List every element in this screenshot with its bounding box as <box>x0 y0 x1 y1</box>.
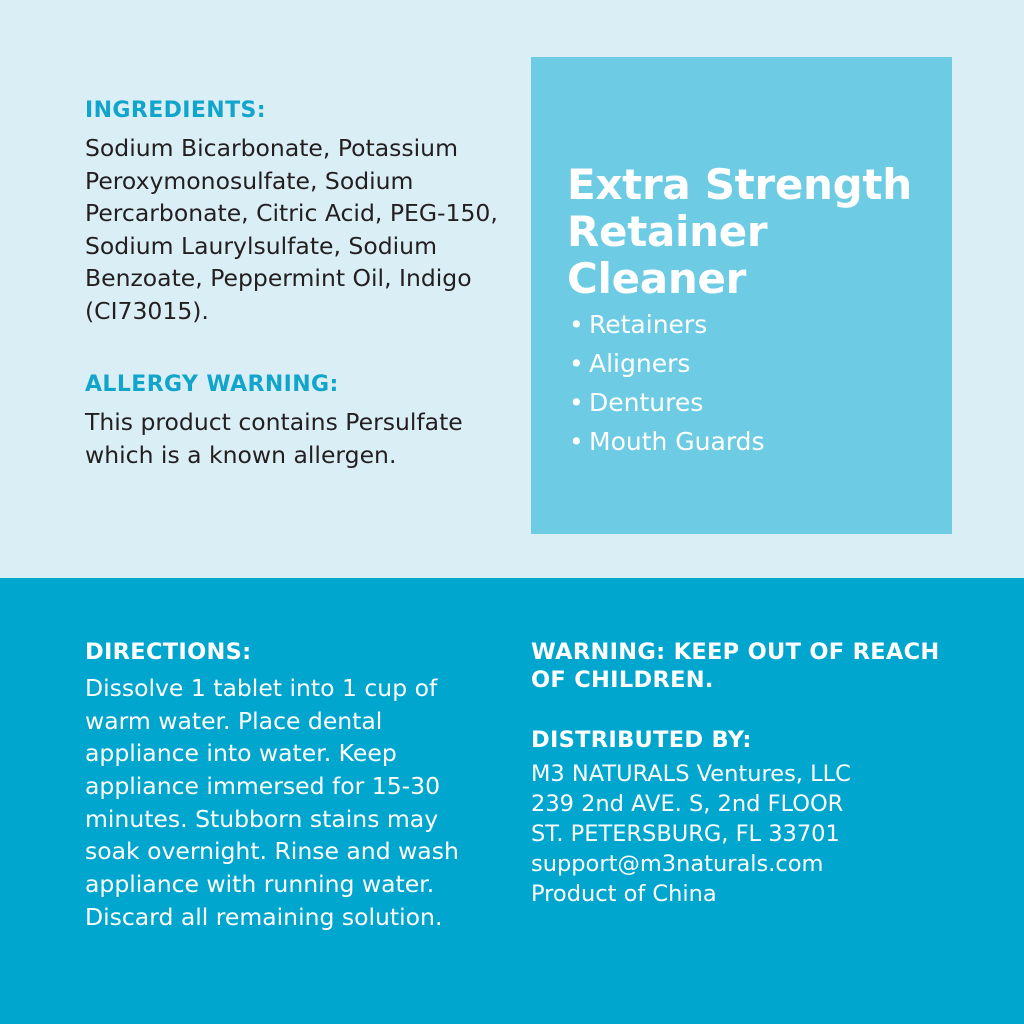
list-item-label: Dentures <box>589 388 704 417</box>
product-title: Extra Strength Retainer Cleaner <box>567 160 912 304</box>
list-item-label: Mouth Guards <box>589 427 765 456</box>
list-item <box>567 422 765 461</box>
list-item-label: Aligners <box>589 349 691 378</box>
list-item <box>567 344 765 383</box>
list-item-label: Retainers <box>589 310 708 339</box>
directions-heading: DIRECTIONS: <box>85 639 252 665</box>
bullet-icon: • <box>569 349 584 378</box>
child-warning-text: WARNING: KEEP OUT OF REACH OF CHILDREN. <box>531 639 940 694</box>
bullet-icon: • <box>569 388 584 417</box>
distributor-email: support@m3naturals.com <box>531 850 824 877</box>
allergy-warning-block <box>85 372 485 471</box>
ingredients-text: Sodium Bicarbonate, Potassium Peroxymonosulfate, Sodium Percarbonate, Citric Acid, PEG-150, Sodium Laurylsulfate, Sodium Benzoate, Peppermint Oil, Indigo (CI73015). <box>85 134 498 325</box>
distributor-heading: DISTRIBUTED BY: <box>531 727 752 753</box>
allergy-warning-text: This product contains Persulfate which is a known allergen. <box>85 408 463 469</box>
distributor-block <box>531 726 951 910</box>
directions-block <box>85 638 485 933</box>
child-warning-block <box>531 638 951 700</box>
product-origin: Product of China <box>531 880 717 907</box>
product-uses-list <box>567 305 765 461</box>
list-item <box>567 305 765 344</box>
product-panel <box>531 57 952 534</box>
list-item <box>567 383 765 422</box>
directions-text: Dissolve 1 tablet into 1 cup of warm water. Place dental appliance into water. Keep appliance immersed for 15-30 minutes. Stubborn stains may soak overnight. Rinse and wash appliance with running water. Discard all remaining solution. <box>85 674 459 931</box>
bullet-icon: • <box>569 427 584 456</box>
distributor-city: ST. PETERSBURG, FL 33701 <box>531 820 840 847</box>
distributor-company: M3 NATURALS Ventures, LLC <box>531 761 851 788</box>
allergy-warning-heading: ALLERGY WARNING: <box>85 372 339 397</box>
bullet-icon: • <box>569 310 584 339</box>
distributor-street: 239 2nd AVE. S, 2nd FLOOR <box>531 791 844 818</box>
ingredients-heading: INGREDIENTS: <box>85 98 266 123</box>
ingredients-block <box>85 98 505 327</box>
